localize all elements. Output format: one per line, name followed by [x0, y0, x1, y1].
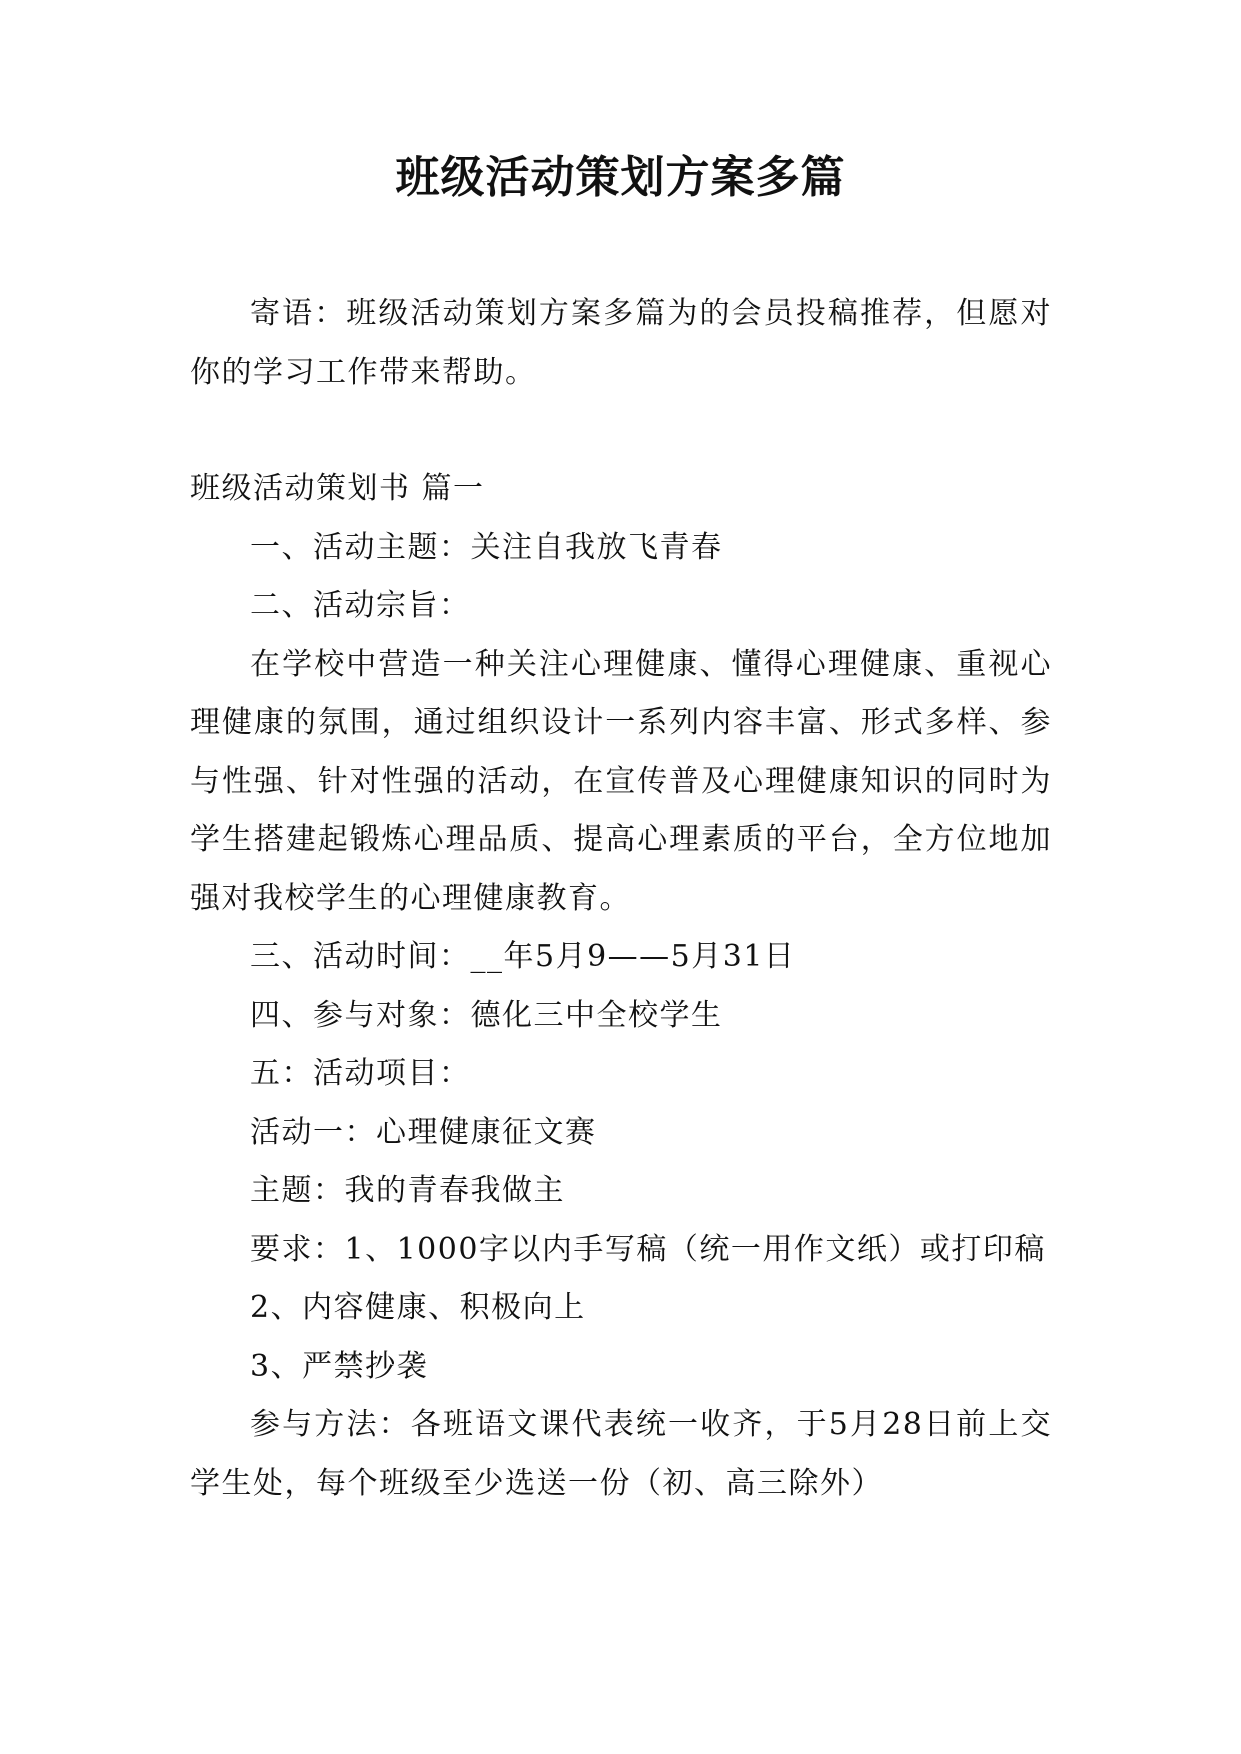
paragraph-requirement-3: 3、严禁抄袭	[250, 1348, 429, 1384]
paragraph-purpose: 在学校中营造一种关注心理健康、懂得心理健康、重视心理健康的氛围，通过组织设计一系列内容丰富、形式多样、参与性强、针对性强的活动，在宣传普及心理健康知识的同时为学生搭建起锻炼心理品质、提高心理素质的平台，全方位地加强对我校学生的心理健康教育。	[190, 646, 1052, 916]
paragraph-topic: 主题：我的青春我做主	[250, 1173, 565, 1208]
paragraph-time: 三、活动时间：__年5月9——5月31日	[250, 939, 796, 974]
section-heading: 班级活动策划书 篇一	[190, 471, 485, 506]
paragraph-method: 参与方法：各班语文课代表统一收齐，于5月28日前上交学生处，每个班级至少选送一份（初、高三除外）	[190, 1407, 1052, 1501]
blank-line	[190, 402, 1052, 460]
paragraph-activity-one: 活动一：心理健康征文赛	[250, 1114, 597, 1150]
document-body	[190, 285, 1052, 1513]
document-title: 班级活动策划方案多篇	[395, 152, 846, 203]
paragraph-projects-heading: 五：活动项目：	[250, 1056, 471, 1091]
intro-paragraph: 寄语：班级活动策划方案多篇为的会员投稿推荐，但愿对你的学习工作带来帮助。	[190, 296, 1052, 390]
paragraph-requirement-1: 要求：1、1000字以内手写稿（统一用作文纸）或打印稿	[250, 1231, 1046, 1267]
paragraph-participants: 四、参与对象：德化三中全校学生	[250, 997, 723, 1033]
paragraph-theme: 一、活动主题：关注自我放飞青春	[250, 529, 723, 565]
paragraph-requirement-2: 2、内容健康、积极向上	[250, 1290, 586, 1325]
paragraph-purpose-heading: 二、活动宗旨：	[250, 588, 471, 623]
